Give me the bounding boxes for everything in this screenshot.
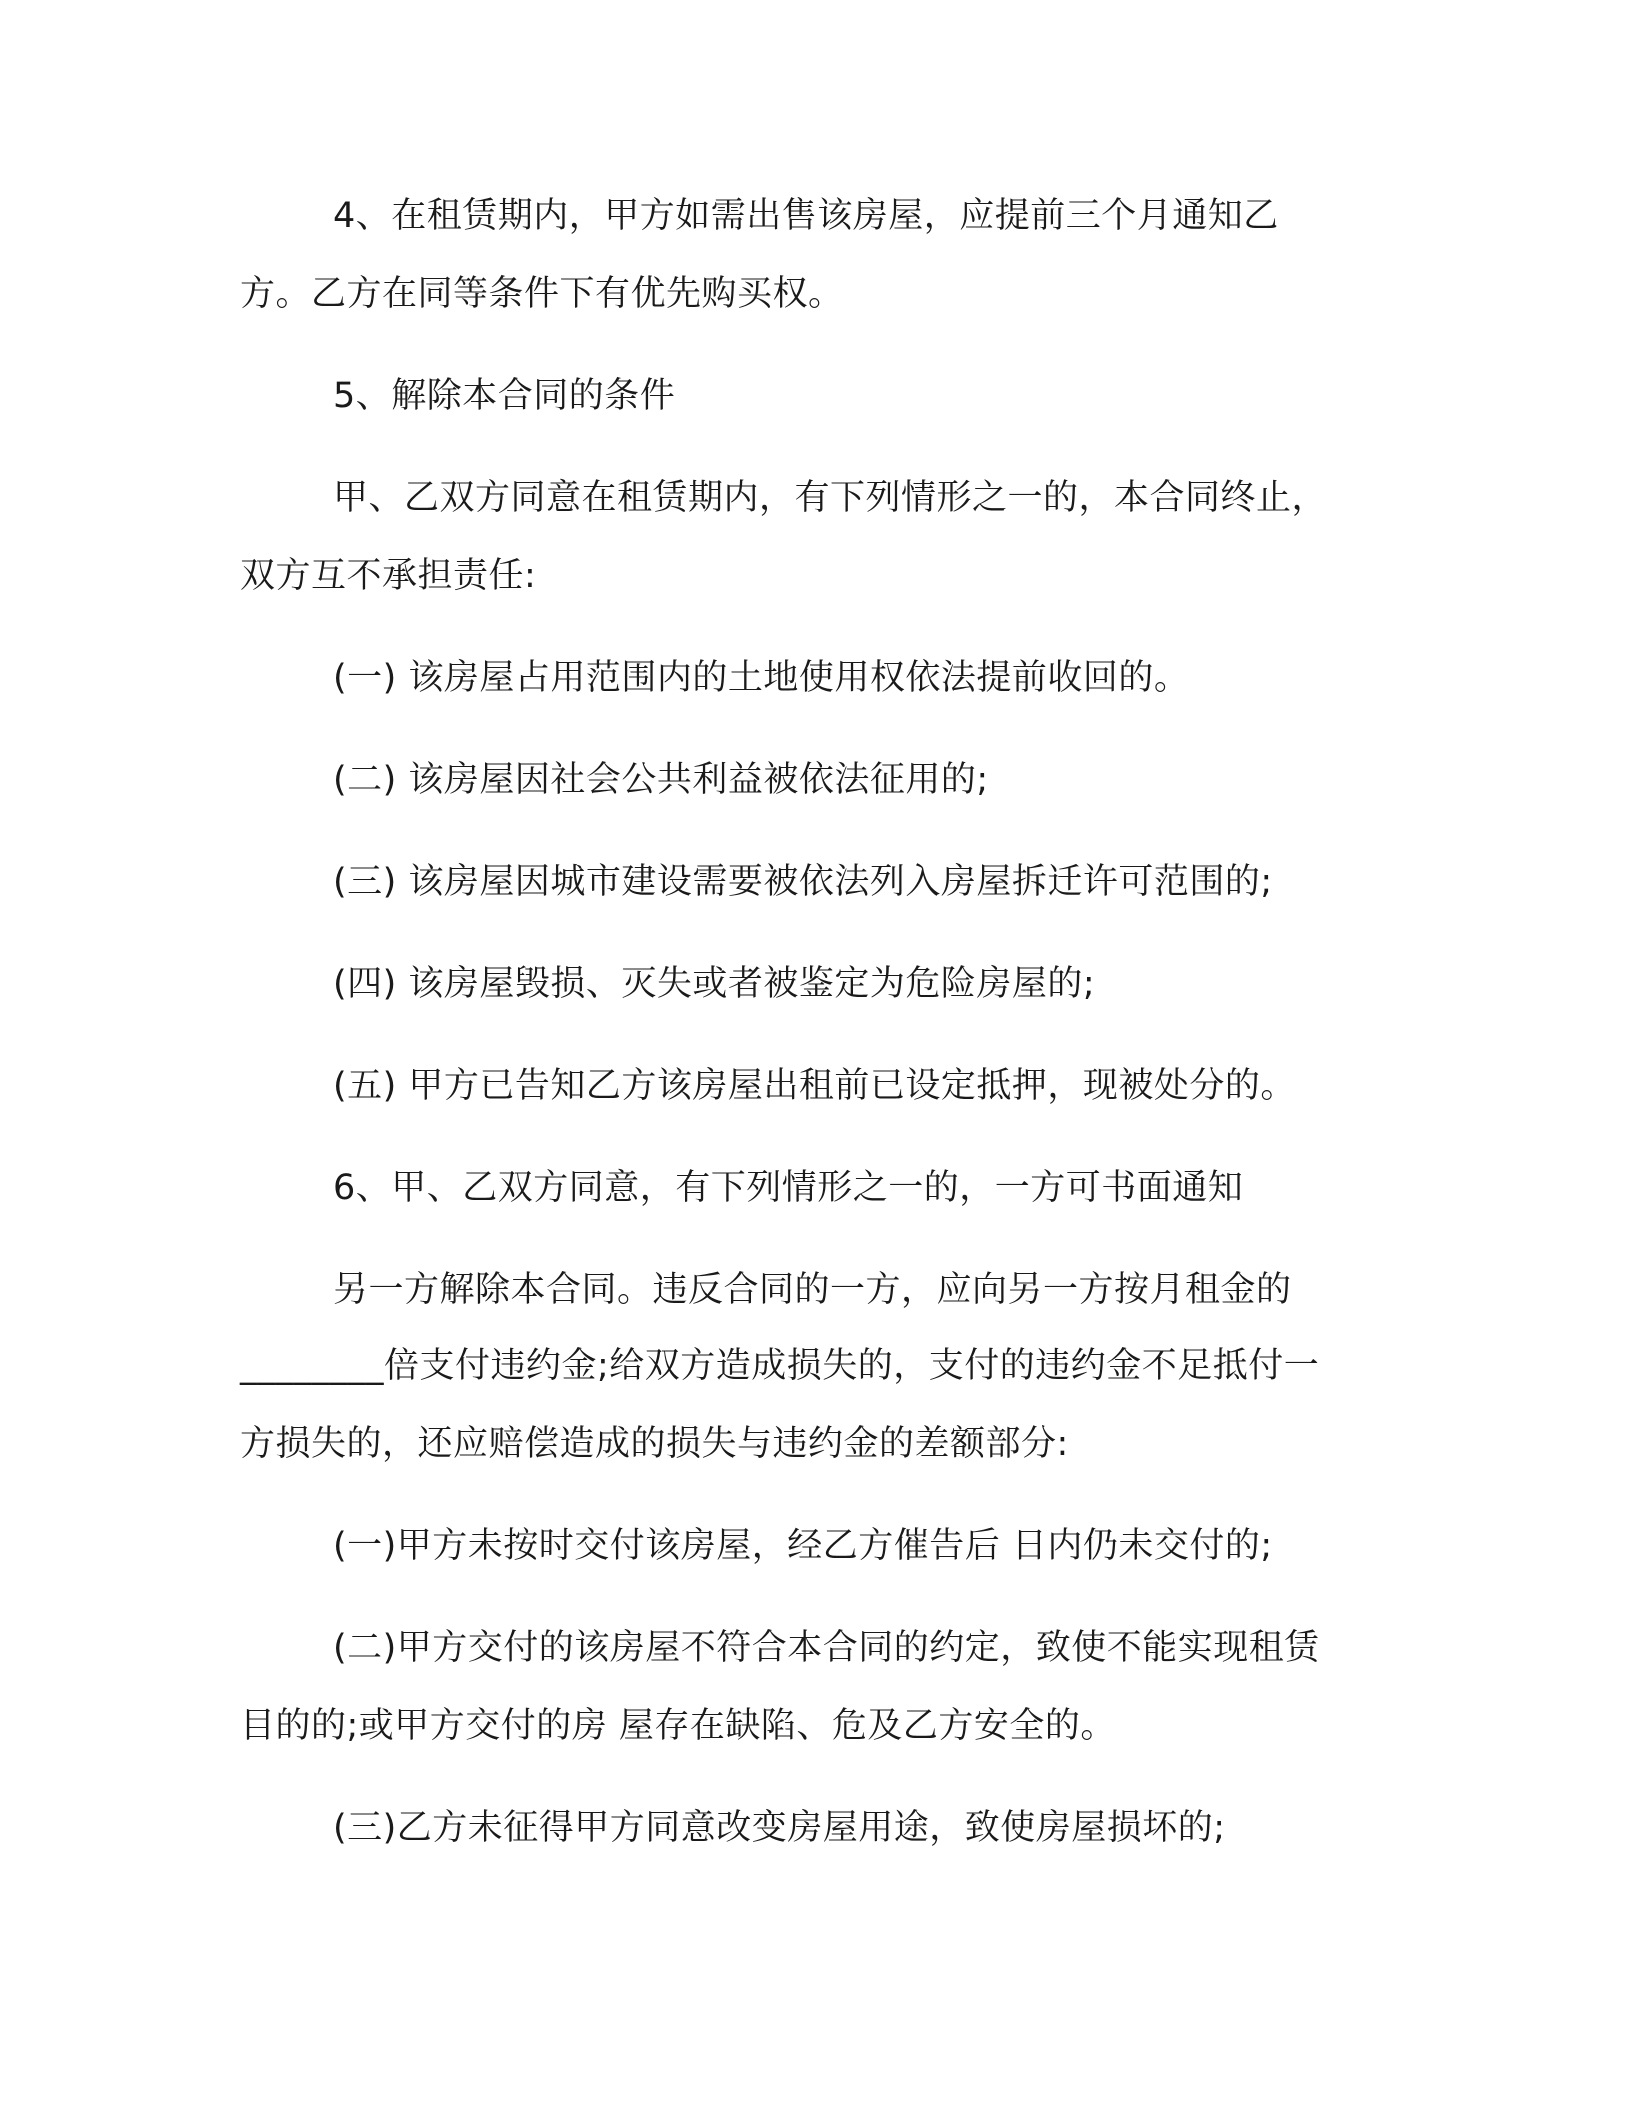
clause-6-intro-line-2: ________倍支付违约金;给双方造成损失的，支付的违约金不足抵付一 — [240, 1346, 1320, 1386]
clause-5-heading: 5、解除本合同的条件 — [333, 376, 676, 416]
clause-5-item-3: (三) 该房屋因城市建设需要被依法列入房屋拆迁许可范围的; — [333, 862, 1273, 902]
clause-6-item-3: (三)乙方未征得甲方同意改变房屋用途，致使房屋损坏的; — [333, 1808, 1226, 1848]
clause-6-item-1: (一)甲方未按时交付该房屋，经乙方催告后 日内仍未交付的; — [333, 1526, 1273, 1566]
clause-5-item-4: (四) 该房屋毁损、灭失或者被鉴定为危险房屋的; — [333, 964, 1096, 1004]
clause-6-item-2-line-2: 目的的;或甲方交付的房 屋存在缺陷、危及乙方安全的。 — [240, 1706, 1116, 1746]
clause-5-intro-line-2: 双方互不承担责任: — [240, 556, 537, 596]
clause-4-line-2: 方。乙方在同等条件下有优先购买权。 — [240, 274, 844, 314]
clause-6-intro-line-3: 方损失的，还应赔偿造成的损失与违约金的差额部分: — [240, 1424, 1069, 1464]
clause-4-line-1: 4、在租赁期内，甲方如需出售该房屋，应提前三个月通知乙 — [333, 196, 1279, 236]
clause-6-heading: 6、甲、乙双方同意，有下列情形之一的，一方可书面通知 — [333, 1168, 1244, 1208]
clause-6-intro-line-1: 另一方解除本合同。违反合同的一方，应向另一方按月租金的 — [333, 1270, 1292, 1310]
clause-5-item-1: (一) 该房屋占用范围内的土地使用权依法提前收回的。 — [333, 658, 1190, 698]
clause-6-item-2-line-1: (二)甲方交付的该房屋不符合本合同的约定，致使不能实现租赁 — [333, 1628, 1320, 1668]
clause-5-item-2: (二) 该房屋因社会公共利益被依法征用的; — [333, 760, 989, 800]
clause-5-item-5: (五) 甲方已告知乙方该房屋出租前已设定抵押，现被处分的。 — [333, 1066, 1296, 1106]
clause-5-intro-line-1: 甲、乙双方同意在租赁期内，有下列情形之一的，本合同终止， — [333, 478, 1328, 518]
